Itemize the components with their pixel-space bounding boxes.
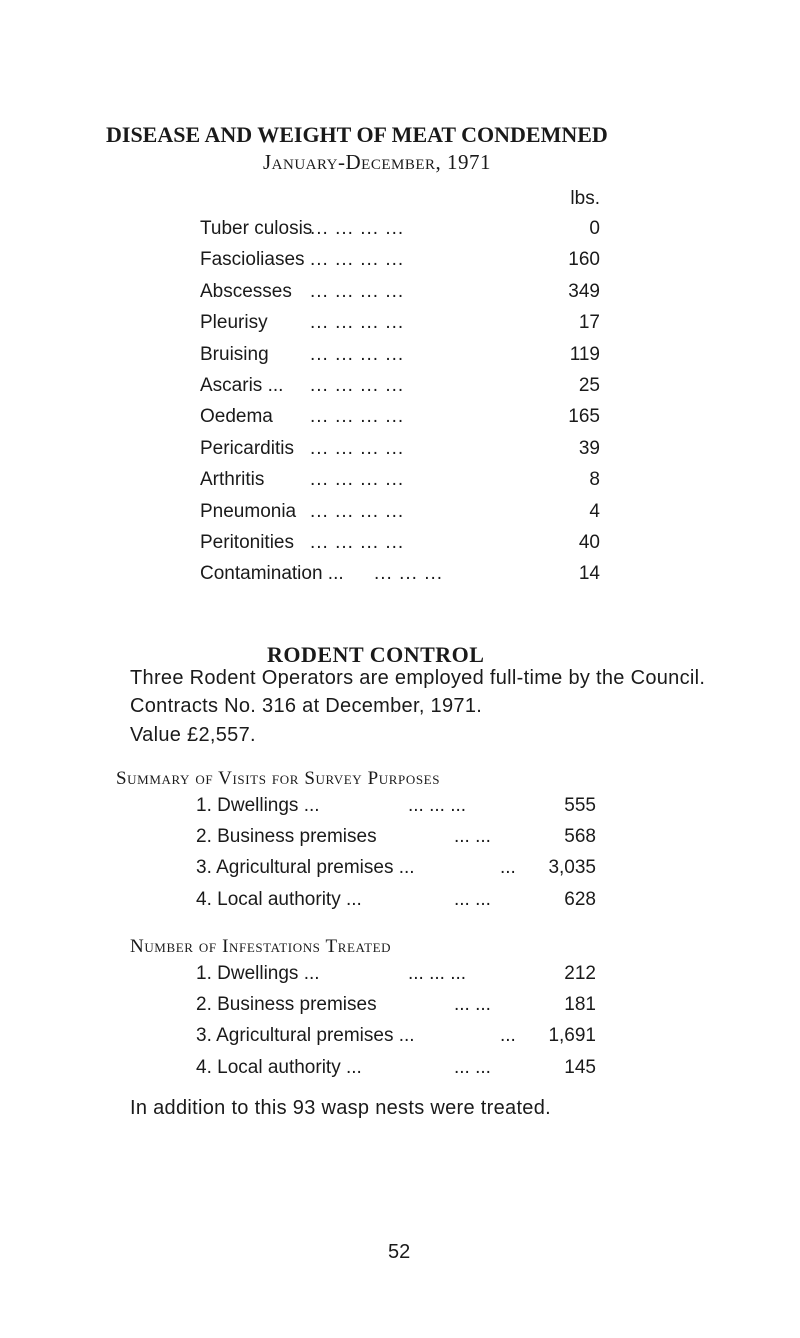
weight-value: 14 [578, 563, 600, 585]
leader-dots: ... ... ... [408, 963, 467, 984]
meat-table-header [200, 188, 600, 218]
disease-name: Abscesses [200, 280, 292, 302]
leader-dots: ... ... ... [374, 563, 444, 585]
disease-name: Pneumonia [200, 500, 297, 522]
table-row [200, 501, 600, 532]
table-row [200, 249, 600, 280]
weight-value: 349 [568, 280, 600, 302]
table-row [200, 281, 600, 312]
wasp-note: In addition to this 93 wasp nests were treated. [130, 1097, 552, 1119]
weight-value: 165 [568, 406, 600, 428]
leader-dots: ... ... ... ... [310, 280, 405, 302]
disease-name: Ascaris ... [200, 374, 284, 396]
infestations-list [196, 963, 596, 1088]
table-row [200, 312, 600, 343]
disease-name: Contamination ... [200, 563, 344, 585]
table-row [200, 406, 600, 437]
infestations-heading: Number of Infestations Treated [130, 936, 392, 957]
weight-value: 8 [589, 469, 600, 491]
visits-heading: Summary of Visits for Survey Purposes [116, 768, 441, 789]
page-title: DISEASE AND WEIGHT OF MEAT CONDEMNED [106, 122, 608, 147]
item-label: 3. Agricultural premises ... [196, 857, 415, 879]
leader-dots: ... ... ... ... [310, 500, 405, 522]
item-label: 2. Business premises [196, 826, 377, 848]
leader-dots: ... ... ... ... [310, 218, 405, 239]
leader-dots: ... ... ... ... [310, 469, 405, 491]
table-row [200, 344, 600, 375]
item-value: 1,691 [548, 1025, 596, 1047]
item-value: 568 [564, 826, 596, 848]
list-item [196, 963, 596, 994]
leader-dots: ... ... ... ... [310, 531, 405, 553]
leader-dots: ... [500, 1025, 516, 1047]
weight-value: 25 [578, 374, 600, 396]
list-item [196, 857, 596, 888]
list-item [196, 795, 596, 826]
weight-value: 0 [589, 218, 600, 239]
table-row [200, 532, 600, 563]
leader-dots: ... ... ... ... [310, 249, 405, 271]
leader-dots: ... [500, 857, 516, 879]
disease-name: Oedema [200, 406, 273, 428]
leader-dots: ... ... ... ... [310, 437, 405, 459]
leader-dots: ... ... ... ... [310, 406, 405, 428]
leader-dots: ... ... ... [408, 795, 467, 816]
rodent-paragraph-line: Value £2,557. [130, 724, 256, 746]
disease-name: Pleurisy [200, 312, 268, 334]
leader-dots: ... ... [454, 1056, 491, 1078]
weight-value: 17 [578, 312, 600, 334]
item-label: 1. Dwellings ... [196, 963, 320, 984]
table-row [200, 469, 600, 500]
item-value: 555 [564, 795, 596, 816]
weight-value: 119 [569, 343, 600, 365]
item-label: 1. Dwellings ... [196, 795, 320, 816]
table-row [200, 375, 600, 406]
item-value: 145 [564, 1056, 596, 1078]
item-label: 3. Agricultural premises ... [196, 1025, 415, 1047]
item-label: 4. Local authority ... [196, 1056, 362, 1078]
weight-value: 4 [589, 500, 600, 522]
list-item [196, 889, 596, 920]
leader-dots: ... ... [454, 994, 491, 1016]
item-value: 181 [564, 994, 596, 1016]
leader-dots: ... ... [454, 826, 491, 848]
disease-name: Peritonities [200, 531, 294, 553]
disease-name: Tuber culosis [200, 218, 313, 239]
disease-name: Arthritis [200, 469, 265, 491]
disease-name: Fascioliases [200, 249, 305, 271]
item-value: 628 [564, 888, 596, 910]
disease-name: Bruising [200, 343, 269, 365]
weight-value: 39 [578, 437, 600, 459]
leader-dots: ... ... ... ... [310, 343, 405, 365]
leader-dots: ... ... ... ... [310, 374, 405, 396]
visits-list [196, 795, 596, 920]
item-value: 3,035 [548, 857, 596, 879]
rodent-paragraph-line: Three Rodent Operators are employed full-time by the Council. [130, 667, 706, 689]
rodent-paragraph-line: Contracts No. 316 at December, 1971. [130, 695, 483, 717]
unit-label: lbs. [570, 188, 600, 209]
table-row [200, 563, 600, 594]
rodent-control-title: RODENT CONTROL [267, 642, 485, 667]
table-row [200, 438, 600, 469]
leader-dots: ... ... ... ... [310, 312, 405, 334]
list-item [196, 1025, 596, 1056]
meat-table [200, 188, 600, 595]
table-row [200, 218, 600, 249]
list-item [196, 826, 596, 857]
item-label: 4. Local authority ... [196, 888, 362, 910]
item-label: 2. Business premises [196, 994, 377, 1016]
page-number: 52 [388, 1241, 411, 1263]
leader-dots: ... ... [454, 888, 491, 910]
list-item [196, 1057, 596, 1088]
weight-value: 40 [578, 531, 600, 553]
disease-name: Pericarditis [200, 437, 294, 459]
weight-value: 160 [568, 249, 600, 271]
item-value: 212 [564, 963, 596, 984]
page-subtitle: January-December, 1971 [263, 150, 492, 174]
list-item [196, 994, 596, 1025]
